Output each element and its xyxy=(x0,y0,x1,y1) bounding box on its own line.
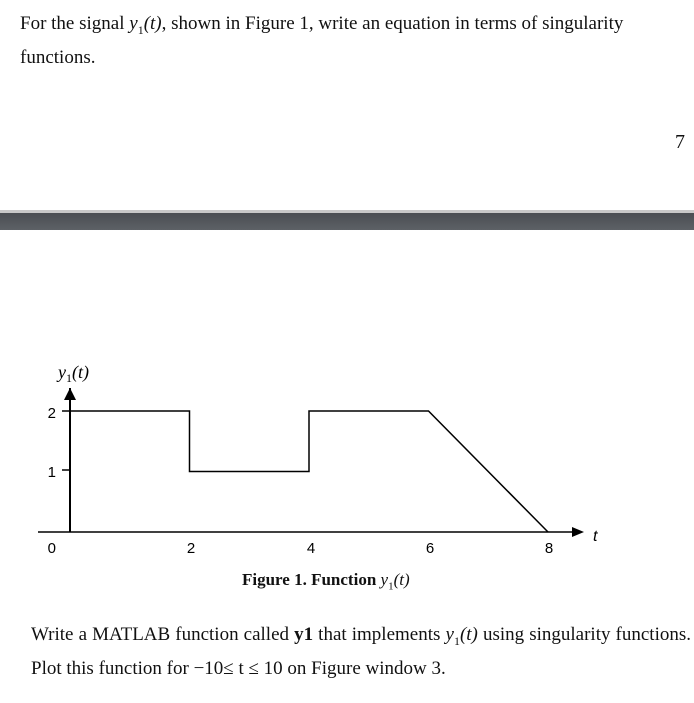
function-name: y1 xyxy=(294,624,314,645)
figure-caption xyxy=(242,570,410,592)
question-2-signal-name: y xyxy=(445,624,454,645)
question-2-text xyxy=(31,621,691,683)
page-number: 7 xyxy=(675,131,685,153)
x-tick-label-0: 0 xyxy=(47,540,56,557)
figure-1-plot xyxy=(0,340,694,570)
y-axis-label-sub: 1 xyxy=(66,371,72,385)
question-1-prefix: For the signal xyxy=(20,13,130,34)
question-2-part2: that implements xyxy=(313,624,446,645)
x-axis-label: t xyxy=(593,528,598,545)
question-1-suffix: , shown in Figure 1, write an equation in terms of singularity functions. xyxy=(20,13,624,68)
question-2-signal-arg: (t) xyxy=(459,624,478,645)
page-break-bar xyxy=(0,213,694,230)
question-2-part1: Write a MATLAB function called xyxy=(31,624,295,645)
signal-line xyxy=(70,411,548,532)
x-tick-label-8: 8 xyxy=(544,540,554,557)
y-tick-label-2: 2 xyxy=(47,405,56,422)
plot-range: −10≤ t ≤ 10 xyxy=(193,657,283,679)
question-2-signal-sub: 1 xyxy=(453,633,460,648)
y-axis-label-arg: (t) xyxy=(72,362,89,382)
signal-argument: (t) xyxy=(143,13,162,34)
y-axis-arrow xyxy=(64,388,76,400)
x-tick-label-4: 4 xyxy=(306,540,316,557)
question-2-part3: using singularity functions. Plot this function for xyxy=(31,624,692,679)
y-tick-label-1: 1 xyxy=(47,464,56,481)
question-2-part4: on Figure window 3. xyxy=(282,657,446,679)
caption-function-name: y xyxy=(380,570,389,589)
caption-subscript: 1 xyxy=(388,580,394,593)
question-1-text xyxy=(20,10,680,72)
x-tick-label-2: 2 xyxy=(186,540,196,557)
signal-subscript: 1 xyxy=(137,22,144,37)
y-axis-label xyxy=(56,362,89,385)
signal-name: y xyxy=(129,13,138,34)
x-axis-arrow xyxy=(572,527,584,537)
caption-argument: (t) xyxy=(393,570,410,589)
y-axis-label-name: y xyxy=(58,362,66,382)
caption-prefix: Figure 1. Function xyxy=(242,570,381,589)
x-tick-label-6: 6 xyxy=(425,540,435,557)
